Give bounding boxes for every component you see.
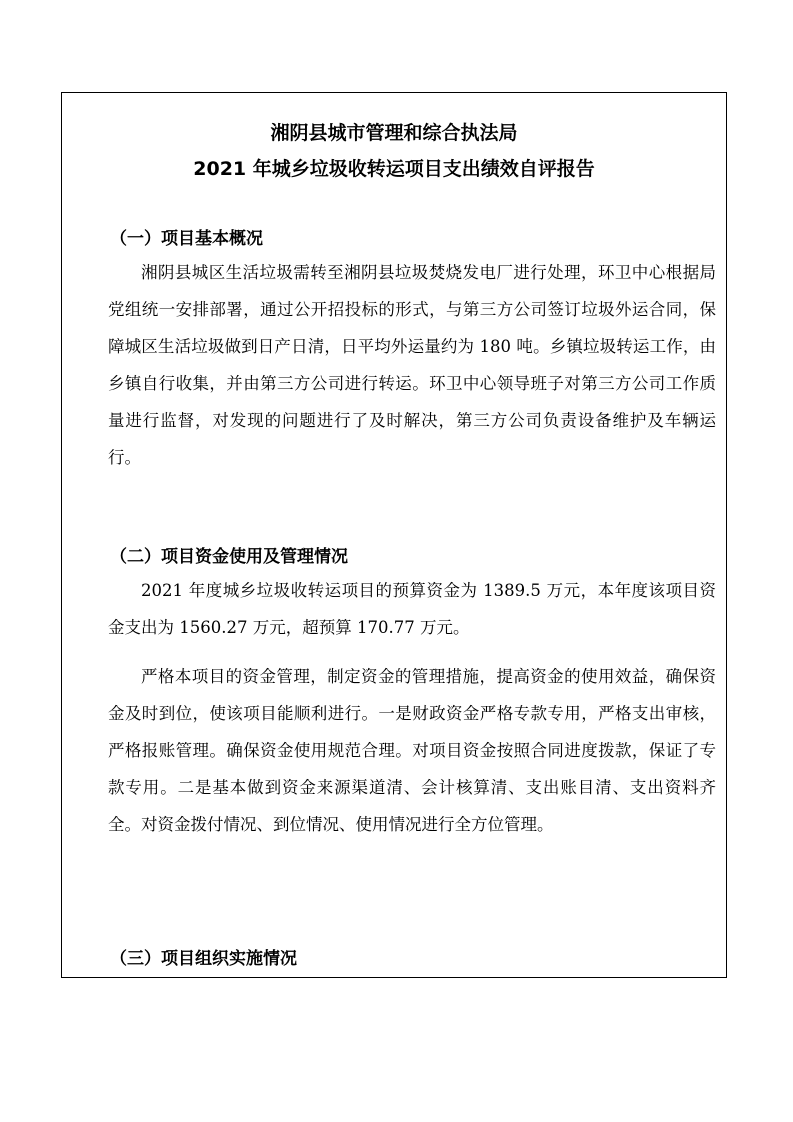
paragraph-fund-budget: 2021 年度城乡垃圾收转运项目的预算资金为 1389.5 万元，本年度该项目资金支出为 1560.27 万元，超预算 170.77 万元。 [108, 581, 716, 637]
paragraph-fund-measures: 严格本项目的资金管理，制定资金的管理措施，提高资金的使用效益，确保资金及时到位，使该项目能顺利进行。一是财政资金严格专款专用，严格支出审核，严格报账管理。确保资金使用规范合理。对项目资金按照合同进度拨款，保证了专款专用。二是基本做到资金来源渠道清、会计核算清、支出账目清、支出资料齐全。对资金拨付情况、到位情况、使用情况进行全方位管理。 [108, 667, 716, 834]
report-frame [61, 92, 727, 978]
report-title-line1: 湘阴县城市管理和综合执法局 [270, 122, 518, 144]
section-heading-basic-overview: （一）项目基本概况 [110, 229, 263, 249]
section-heading-fund-management: （二）项目资金使用及管理情况 [110, 547, 348, 567]
section-heading-implementation: （三）项目组织实施情况 [110, 949, 297, 969]
paragraph-basic-overview: 湘阴县城区生活垃圾需转至湘阴县垃圾焚烧发电厂进行处理，环卫中心根据局党组统一安排部署，通过公开招投标的形式，与第三方公司签订垃圾外运合同，保障城区生活垃圾做到日产日清，日平均外运量约为 180 吨。乡镇垃圾转运工作，由乡镇自行收集，并由第三方公司进行转运。环卫中心领导班子对第三方公司工作质量进行监督，对发现的问题进行了及时解决，第三方公司负责设备维护及车辆运行。 [108, 263, 716, 467]
report-title-line2: 2021 年城乡垃圾收转运项目支出绩效自评报告 [193, 158, 595, 180]
